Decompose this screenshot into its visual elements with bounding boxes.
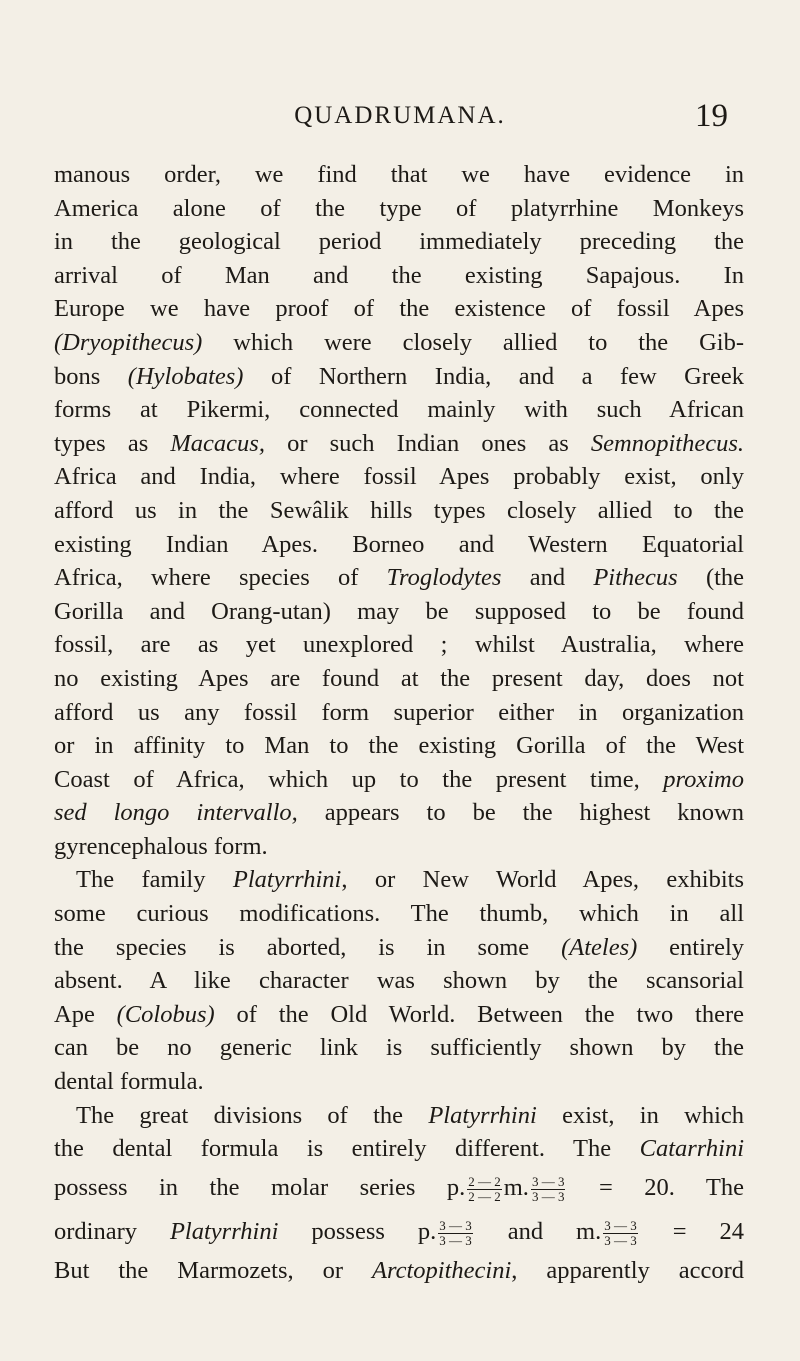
text-line: manous order, we find that we have evidence in <box>54 161 744 188</box>
text-segment: bons <box>54 362 101 390</box>
text-line <box>54 1132 744 1166</box>
fraction-denominator: 3 — 3 <box>531 1188 565 1204</box>
italic-term: Macacus, <box>170 429 265 457</box>
text-line: Gorilla and Orang-utan) may be supposed to be found <box>54 597 744 625</box>
text-line <box>54 796 744 830</box>
text-line: gyrencephalous form. <box>54 832 268 860</box>
text-segment: possess p. <box>311 1217 437 1245</box>
text-segment: of the Old World. Between the two there <box>236 1000 745 1028</box>
italic-term: Semnopithecus. <box>590 429 745 457</box>
text-segment: which were closely allied to the Gib- <box>233 328 745 356</box>
italic-term: Pithecus <box>593 564 678 592</box>
text-segment: m. <box>503 1173 529 1201</box>
text-segment: Ape <box>54 1000 95 1028</box>
text-line <box>54 561 744 595</box>
formula-line <box>54 1210 744 1254</box>
italic-term: (Colobus) <box>116 1000 215 1028</box>
text-segment: ordinary <box>54 1217 137 1245</box>
dental-fraction <box>467 1175 502 1204</box>
text-segment: The family <box>76 866 206 894</box>
text-line: dental formula. <box>54 1068 204 1096</box>
text-line <box>54 863 744 897</box>
text-line <box>54 1254 744 1288</box>
text-line: arrival of Man and the existing Sapajous. In <box>54 261 744 289</box>
text-line: no existing Apes are found at the present day, does not <box>54 664 744 692</box>
text-line: or in affinity to Man to the existing Gorilla of the West <box>54 732 744 760</box>
formula-line <box>54 1166 744 1210</box>
text-segment: The great divisions of the <box>76 1101 404 1129</box>
text-line <box>54 1099 744 1133</box>
italic-term: Catarrhini <box>639 1135 745 1163</box>
text-line <box>54 763 744 797</box>
dental-fraction <box>603 1219 638 1248</box>
text-line: absent. A like character was shown by the scansorial <box>54 967 744 995</box>
text-line <box>54 931 744 965</box>
italic-term: (Ateles) <box>561 933 638 961</box>
text-line: forms at Pikermi, connected mainly with such African <box>54 396 744 424</box>
text-segment: of Northern India, and a few Greek <box>270 362 745 390</box>
text-segment: types as <box>54 429 149 457</box>
dental-fraction <box>438 1219 473 1248</box>
italic-term: sed longo intervallo, <box>54 799 298 827</box>
text-line: America alone of the type of platyrrhine Monkeys <box>54 194 744 222</box>
text-segment: the dental formula is entirely different. The <box>54 1135 612 1163</box>
italic-term: Platyrrhini <box>428 1101 537 1129</box>
text-segment: and m. <box>507 1217 602 1245</box>
text-line: afford us in the Sewâlik hills types closely allied to the <box>54 496 744 524</box>
text-segment: But the Marmozets, or <box>54 1256 344 1284</box>
text-line: Europe we have proof of the existence of fossil Apes <box>54 295 744 323</box>
running-head-title: QUADRUMANA. <box>294 102 506 129</box>
text-segment: , or New World Apes, exhibits <box>341 866 745 894</box>
text-line: fossil, are as yet unexplored ; whilst Australia, where <box>54 631 744 659</box>
italic-term: Troglodytes <box>386 564 502 592</box>
fraction-denominator: 2 — 2 <box>468 1188 501 1204</box>
text-line <box>54 360 744 394</box>
page-number: 19 <box>695 98 728 134</box>
body-text <box>54 158 744 1287</box>
italic-term: Arctopithecini <box>372 1256 512 1284</box>
fraction-numerator: 2 — 2 <box>468 1173 501 1189</box>
italic-term: Platyrrhini <box>169 1217 279 1245</box>
running-head <box>0 98 800 138</box>
text-line <box>54 326 744 360</box>
fraction-numerator: 3 — 3 <box>439 1217 472 1233</box>
italic-term: (Hylobates) <box>127 362 244 390</box>
fraction-numerator: 3 — 3 <box>531 1173 565 1189</box>
dental-fraction <box>531 1175 566 1204</box>
text-segment: = 20. The <box>598 1173 745 1201</box>
fraction-denominator: 3 — 3 <box>604 1232 637 1248</box>
fraction-denominator: 3 — 3 <box>439 1232 472 1248</box>
italic-term: Platyrrhini <box>232 866 342 894</box>
text-segment: , apparently accord <box>511 1256 745 1284</box>
text-segment: possess in the molar series p. <box>54 1173 466 1201</box>
text-segment: exist, in which <box>562 1101 745 1129</box>
text-line: afford us any fossil form superior either in organization <box>54 698 744 726</box>
text-segment: and <box>529 564 566 592</box>
text-line: existing Indian Apes. Borneo and Western Equatorial <box>54 530 744 558</box>
text-segment: the species is aborted, is in some <box>54 933 530 961</box>
text-segment: Africa, where species of <box>54 564 359 592</box>
text-segment: entirely <box>669 933 744 961</box>
text-segment: = 24 <box>672 1217 745 1245</box>
italic-term: proximo <box>663 765 744 793</box>
text-segment: Coast of Africa, which up to the present time, <box>54 765 640 793</box>
text-segment: or such Indian ones as <box>287 429 569 457</box>
fraction-numerator: 3 — 3 <box>604 1217 637 1233</box>
text-line: can be no generic link is sufficiently shown by the <box>54 1034 744 1062</box>
text-segment: appears to be the highest known <box>324 799 744 827</box>
text-line: Africa and India, where fossil Apes probably exist, only <box>54 463 744 491</box>
text-line: in the geological period immediately preceding the <box>54 228 744 256</box>
text-line <box>54 998 744 1032</box>
italic-term: (Dryopithecus) <box>54 328 203 356</box>
text-line: some curious modifications. The thumb, which in all <box>54 900 744 928</box>
text-line <box>54 427 744 461</box>
text-segment: (the <box>705 564 745 592</box>
